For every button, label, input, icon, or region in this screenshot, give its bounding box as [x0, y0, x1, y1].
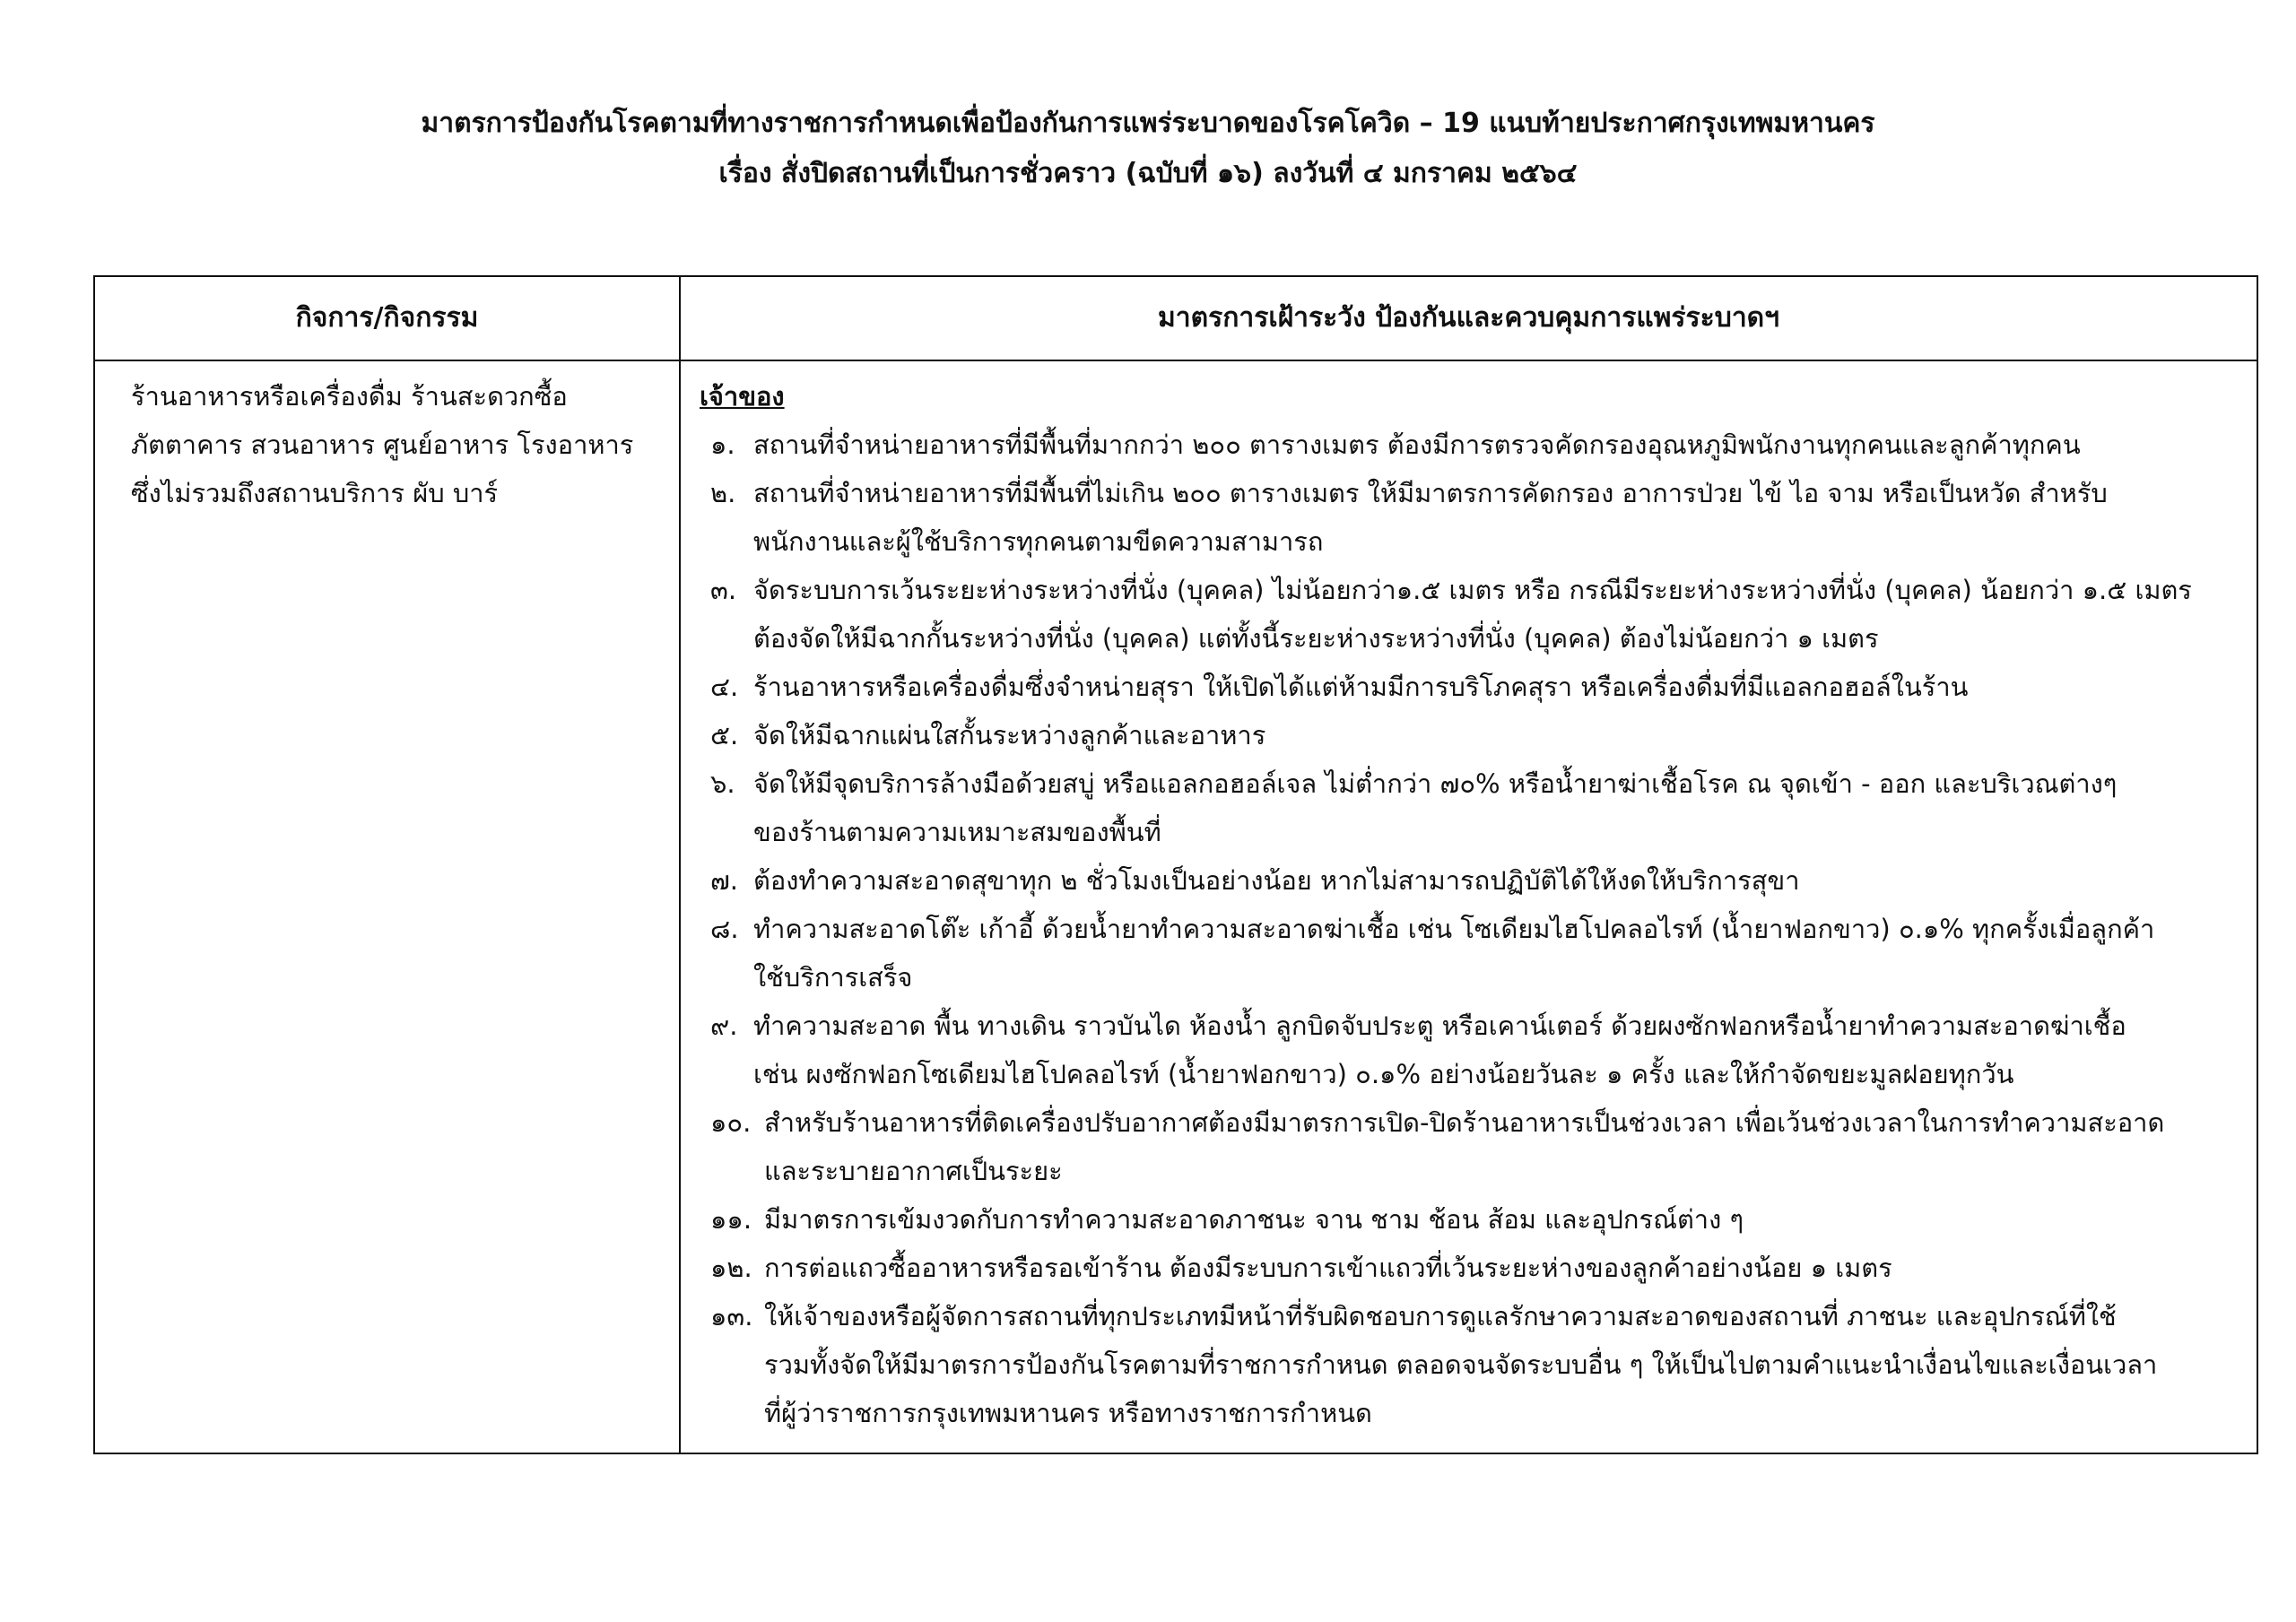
measure-text-line: ทำความสะอาด พื้น ทางเดิน ราวบันได ห้องน้ำ ลูกบิดจับประตู หรือเคาน์เตอร์ ด้วยผงซักฟอกหรือน้ำยาทำความสะอาดฆ่าเชื้อ — [753, 1010, 2126, 1041]
measure-item — [700, 711, 2242, 759]
title-line-1: มาตรการป้องกันโรคตามที่ทางราชการกำหนดเพื่อป้องกันการแพร่ระบาดของโรคโควิด – 19 แนบท้ายประกาศกรุงเทพมหานคร — [421, 108, 1875, 139]
measure-text-line: จัดระบบการเว้นระยะห่างระหว่างที่นั่ง (บุคคล) ไม่น้อยกว่า๑.๕ เมตร หรือ กรณีมีระยะห่างระหว่างที่นั่ง (บุคคล) น้อยกว่า ๑.๕ เมตร — [753, 575, 2192, 605]
measure-text-line: การต่อแถวซื้ออาหารหรือรอเข้าร้าน ต้องมีระบบการเข้าแถวที่เว้นระยะห่างของลูกค้าอย่างน้อย ๑ เมตร — [764, 1253, 1892, 1283]
measure-item — [700, 469, 2242, 566]
measure-number: ๑๐. — [710, 1107, 752, 1138]
measures-cell — [700, 372, 2242, 1437]
measure-text-line: พนักงานและผู้ใช้บริการทุกคนตามขีดความสามารถ — [753, 526, 1324, 557]
measure-item — [700, 421, 2242, 469]
measure-item — [700, 905, 2242, 1002]
measure-text-line: ร้านอาหารหรือเครื่องดื่มซึ่งจำหน่ายสุรา ให้เปิดได้แต่ห้ามมีการบริโภคสุรา หรือเครื่องดื่มที่มีแอลกอฮอล์ในร้าน — [753, 672, 1969, 702]
activity-cell — [131, 372, 669, 517]
measure-text-line: ทำความสะอาดโต๊ะ เก้าอี้ ด้วยน้ำยาทำความสะอาดฆ่าเชื้อ เช่น โซเดียมไฮโปคลอไรท์ (น้ำยาฟอกขาว) ๐.๑% ทุกครั้งเมื่อลูกค้า — [753, 914, 2155, 944]
measure-number: ๑๒. — [710, 1253, 752, 1283]
measure-item — [700, 1244, 2242, 1292]
activity-line: ภัตตาคาร สวนอาหาร ศูนย์อาหาร โรงอาหาร — [131, 429, 634, 460]
measure-text-line: สถานที่จำหน่ายอาหารที่มีพื้นที่ไม่เกิน ๒๐๐ ตารางเมตร ให้มีมาตรการคัดกรอง อาการป่วย ไข้ ไอ จาม หรือเป็นหวัด สำหรับ — [753, 478, 2108, 508]
measure-number: ๑. — [710, 429, 735, 460]
measure-number: ๓. — [710, 575, 737, 605]
activity-column-header: กิจการ/กิจกรรม — [295, 302, 479, 334]
measure-number: ๑๓. — [710, 1301, 753, 1331]
measure-item — [700, 663, 2242, 711]
measure-text-line: สถานที่จำหน่ายอาหารที่มีพื้นที่มากกว่า ๒๐๐ ตารางเมตร ต้องมีการตรวจคัดกรองอุณหภูมิพนักงานทุกคนและลูกค้าทุกคน — [753, 429, 2081, 460]
document-title — [0, 99, 2296, 199]
measure-number: ๘. — [710, 914, 739, 944]
measure-item — [700, 759, 2242, 856]
measure-text-line: และระบายอากาศเป็นระยะ — [764, 1156, 1063, 1186]
measure-text-line: ใช้บริการเสร็จ — [753, 962, 913, 993]
measure-text-line: ต้องทำความสะอาดสุขาทุก ๒ ชั่วโมงเป็นอย่างน้อย หากไม่สามารถปฏิบัติได้ให้งดให้บริการสุขา — [753, 865, 1800, 896]
measure-text-line: ที่ผู้ว่าราชการกรุงเทพมหานคร หรือทางราชการกำหนด — [764, 1398, 1372, 1428]
column-divider — [679, 277, 681, 1453]
measure-text-line: เช่น ผงซักฟอกโซเดียมไฮโปคลอไรท์ (น้ำยาฟอกขาว) ๐.๑% อย่างน้อยวันละ ๑ ครั้ง และให้กำจัดขยะมูลฝอยทุกวัน — [753, 1059, 2014, 1089]
measure-number: ๔. — [710, 672, 739, 702]
measures-column-header: มาตรการเฝ้าระวัง ป้องกันและควบคุมการแพร่ระบาดฯ — [1158, 302, 1779, 334]
measure-number: ๖. — [710, 768, 735, 799]
measure-number: ๙. — [710, 1010, 738, 1041]
measure-item — [700, 566, 2242, 663]
activity-line: ซึ่งไม่รวมถึงสถานบริการ ผับ บาร์ — [131, 478, 499, 508]
measure-text-line: มีมาตรการเข้มงวดกับการทำความสะอาดภาชนะ จาน ชาม ช้อน ส้อม และอุปกรณ์ต่าง ๆ — [764, 1204, 1744, 1235]
measure-number: ๗. — [710, 865, 739, 896]
measure-number: ๒. — [710, 478, 736, 508]
measure-text-line: ให้เจ้าของหรือผู้จัดการสถานที่ทุกประเภทมีหน้าที่รับผิดชอบการดูแลรักษาความสะอาดของสถานที่ ภาชนะ และอุปกรณ์ที่ใช้ — [764, 1301, 2117, 1331]
measure-text-line: สำหรับร้านอาหารที่ติดเครื่องปรับอากาศต้องมีมาตรการเปิด-ปิดร้านอาหารเป็นช่วงเวลา เพื่อเว้นช่วงเวลาในการทำความสะอาด — [764, 1107, 2165, 1138]
measure-item — [700, 856, 2242, 905]
measure-item — [700, 1195, 2242, 1244]
measure-text-line: จัดให้มีฉากแผ่นใสกั้นระหว่างลูกค้าและอาหาร — [753, 720, 1266, 750]
measure-number: ๑๑. — [710, 1204, 752, 1235]
measure-item — [700, 1292, 2242, 1437]
measure-number: ๕. — [710, 720, 739, 750]
activity-line: ร้านอาหารหรือเครื่องดื่ม ร้านสะดวกซื้อ — [131, 381, 568, 412]
header-divider — [95, 360, 2257, 361]
measures-table — [93, 275, 2258, 1454]
measure-text-line: รวมทั้งจัดให้มีมาตรการป้องกันโรคตามที่ราชการกำหนด ตลอดจนจัดระบบอื่น ๆ ให้เป็นไปตามคำแนะนำเงื่อนไขและเงื่อนเวลา — [764, 1349, 2158, 1380]
owner-heading: เจ้าของ — [700, 381, 785, 412]
measure-text-line: ของร้านตามความเหมาะสมของพื้นที่ — [753, 817, 1161, 847]
title-line-2: เรื่อง สั่งปิดสถานที่เป็นการชั่วคราว (ฉบับที่ ๑๖) ลงวันที่ ๔ มกราคม ๒๕๖๔ — [718, 158, 1578, 189]
measure-item — [700, 1098, 2242, 1195]
measure-text-line: จัดให้มีจุดบริการล้างมือด้วยสบู่ หรือแอลกอฮอล์เจล ไม่ต่ำกว่า ๗๐% หรือน้ำยาฆ่าเชื้อโรค ณ จุดเข้า - ออก และบริเวณต่างๆ — [753, 768, 2118, 799]
measure-text-line: ต้องจัดให้มีฉากกั้นระหว่างที่นั่ง (บุคคล) แต่ทั้งนี้ระยะห่างระหว่างที่นั่ง (บุคคล) ต้องไม่น้อยกว่า ๑ เมตร — [753, 623, 1879, 654]
measure-item — [700, 1002, 2242, 1098]
